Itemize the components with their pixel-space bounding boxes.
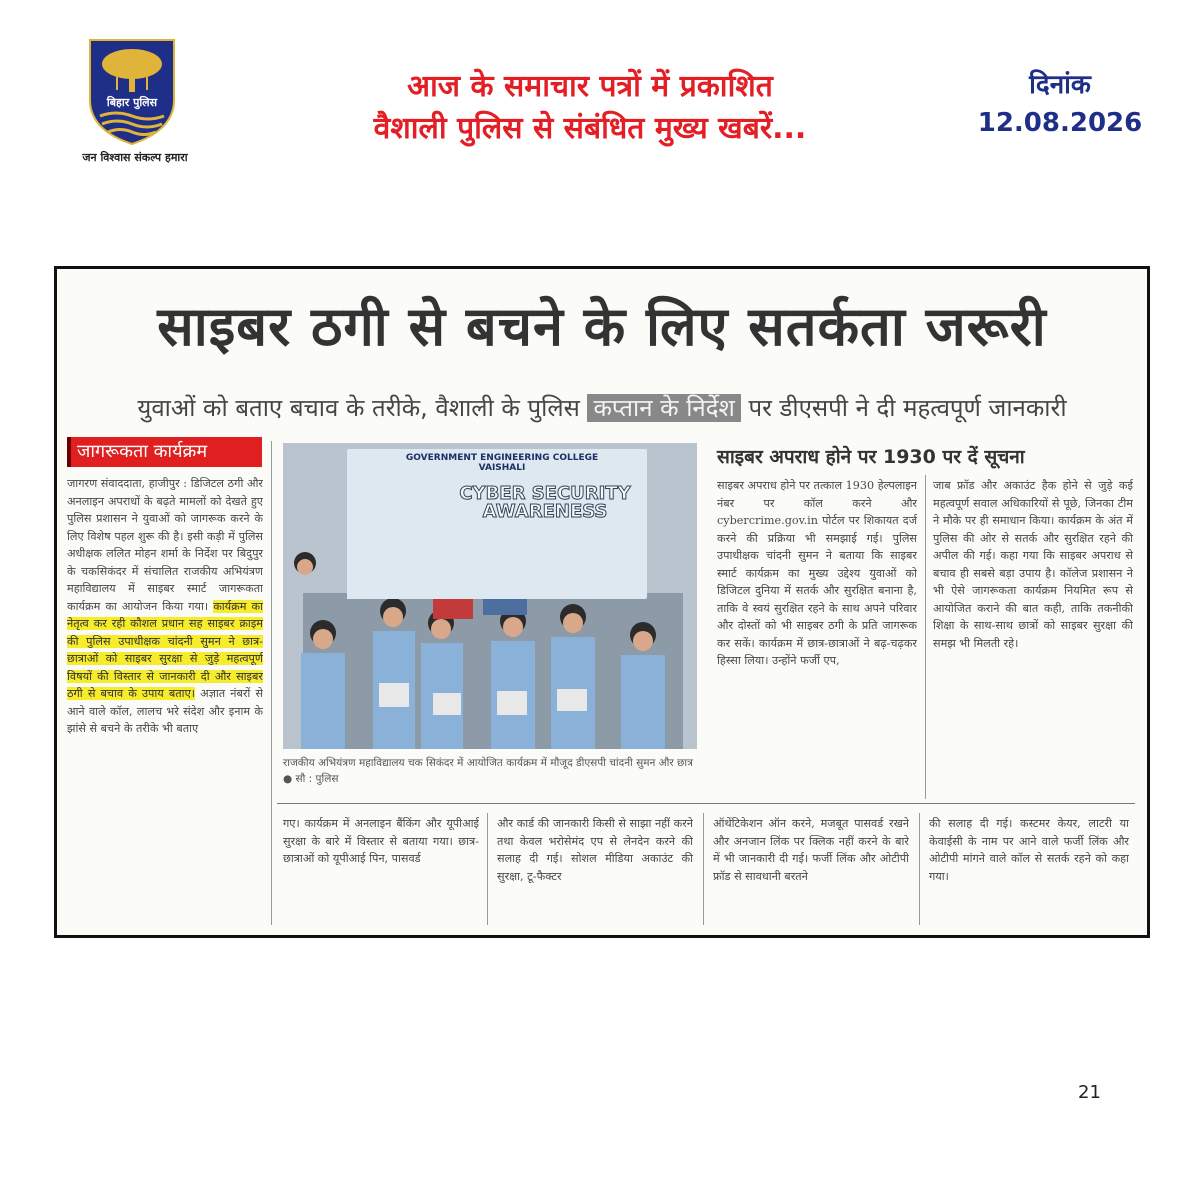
- banner-title: CYBER SECURITY AWARENESS: [459, 483, 631, 522]
- event-photo: [283, 443, 697, 749]
- column-1-text-continued: अज्ञात नंबरों से आने वाले कॉल, लालच भरे संदेश और इनाम के झांसे से बचने के तरीके भी बताए: [67, 687, 263, 735]
- column-1-text: जागरण संवाददाता, हाजीपुर : डिजिटल ठगी और अनलाइन अपराधों के बढ़ते मामलों को देखते हुए पुलिस प्रशासन ने युवाओं को जागरूक करने के लिए विशेष पहल शुरू की है। इसी कड़ी में पुलिस अधीक्षक ललित मोहन शर्मा के निर्देश पर बिदुपुर के चकसिकंदर में संचालित राजकीय अभियंत्रण महाविद्यालय में साइबर स्मार्ट जागरूकता कार्यक्रम का आयोजन किया गया।: [67, 477, 263, 613]
- subhead-part2: पर डीएसपी ने दी महत्वपूर्ण जानकारी: [748, 394, 1067, 422]
- newspaper-clipping: [54, 266, 1150, 938]
- section-tag: जागरूकता कार्यक्रम: [67, 437, 262, 467]
- right-subheading: साइबर अपराध होने पर 1930 पर दें सूचना: [717, 446, 1025, 468]
- horizontal-rule: [277, 803, 1135, 804]
- logo-text: बिहार पुलिस: [106, 96, 158, 109]
- police-shield-emblem: [86, 38, 178, 146]
- column-divider: [919, 813, 920, 925]
- bottom-column-2: और कार्ड की जानकारी किसी से साझा नहीं करने तथा केवल भरोसेमंद एप से लेनदेन करने की सलाह दी गई। सोशल मीडिया अकाउंट की सुरक्षा, टू-फैक्टर: [497, 817, 693, 883]
- column-divider: [271, 441, 272, 925]
- column-divider: [925, 475, 926, 799]
- logo-motto: जन विश्वास संकल्प हमारा: [82, 151, 188, 164]
- photo-caption: राजकीय अभियंत्रण महाविद्यालय चक सिकंदर में आयोजित कार्यक्रम में मौजूद डीएसपी चांदनी सुमन और छात्र ● सौ : पुलिस: [283, 757, 693, 785]
- column-divider: [487, 813, 488, 925]
- article-column-1: [67, 475, 263, 923]
- date-block: [960, 66, 1160, 142]
- column-divider: [703, 813, 704, 925]
- article-column-3: साइबर अपराध होने पर तत्काल 1930 हेल्पलाइन नंबर पर कॉल करने और cybercrime.gov.in पोर्टल पर शिकायत दर्ज करने की प्रक्रिया भी समझाई गई। पुलिस उपाधीक्षक चांदनी सुमन ने बताया कि साइबर स्मार्ट कार्यक्रम का मुख्य उद्देश्य युवाओं को डिजिटल दुनिया में सतर्क और सुरक्षित बनाना है, ताकि वे स्वयं सुरक्षित रहने के साथ अपने परिवार और दोस्तों को भी साइबर ठगी के प्रति जागरूक कर सकें। कार्यक्रम में छात्र-छात्राओं ने बढ़-चढ़कर हिस्सा लिया। उन्होंने फर्जी एप,: [717, 479, 917, 667]
- page-title: [250, 66, 930, 150]
- bihar-police-logo: [80, 38, 190, 168]
- bottom-column-3: ऑथेंटिकेशन ऑन करने, मजबूत पासवर्ड रखने और अनजान लिंक पर क्लिक नहीं करने के बारे में भी जानकारी दी गई। फर्जी लिंक और ओटीपी फ्रॉड से सावधानी बरतने: [713, 817, 909, 883]
- bottom-column-4: की सलाह दी गई। कस्टमर केयर, लाटरी या केवाईसी के नाम पर आने वाले फर्जी लिंक और ओटीपी मांगने वाले कॉल से सतर्क रहने को कहा गया।: [929, 817, 1129, 883]
- page-title-line1: आज के समाचार पत्रों में प्रकाशित: [407, 69, 773, 104]
- page-number: 21: [1078, 1082, 1101, 1103]
- highlighted-text: कार्यक्रम का नेतृत्व कर रही कौशल प्रधान सह साइबर क्राइम की पुलिस उपाधीक्षक चांदनी सुमन ने छात्र-छात्राओं को साइबर सुरक्षा से जुड़े महत्वपूर्ण विषयों की विस्तार से जानकारी दी और साइबर ठगी से बचाव के उपाय बताए।: [67, 599, 263, 700]
- clipping-headline: साइबर ठगी से बचने के लिए सतर्कता जरूरी: [157, 294, 1047, 358]
- event-banner: [347, 449, 647, 599]
- subhead-part1: युवाओं को बताए बचाव के तरीके, वैशाली के पुलिस: [137, 394, 580, 422]
- page-title-line2: वैशाली पुलिस से संबंधित मुख्य खबरें...: [373, 111, 807, 146]
- banner-college-name: GOVERNMENT ENGINEERING COLLEGE VAISHALI: [405, 453, 599, 473]
- article-column-4: जाब फ्रॉड और अकाउंट हैक होने से जुड़े कई महत्वपूर्ण सवाल अधिकारियों से पूछे, जिनका टीम ने मौके पर ही समाधान किया। कार्यक्रम के अंत में पुलिस की ओर से सतर्क और सुरक्षित रहने की अपील की गई। कहा गया कि साइबर अपराध से बचाव ही सबसे बड़ा उपाय है। कॉलेज प्रशासन ने भी ऐसे जागरूकता कार्यक्रम नियमित रूप से आयोजित कराने की बात कही, ताकि तकनीकी शिक्षा के साथ-साथ छात्रों को साइबर सुरक्षा की समझ भी मिलती रहे।: [933, 479, 1133, 650]
- date-value: 12.08.2026: [977, 108, 1143, 138]
- subhead-boxed: कप्तान के निर्देश: [587, 394, 740, 422]
- clipping-subhead: [57, 391, 1147, 424]
- date-label: दिनांक: [1029, 70, 1091, 100]
- bottom-column-1: गए। कार्यक्रम में अनलाइन बैंकिंग और यूपीआई सुरक्षा के बारे में विस्तार से बताया गया। छात्र-छात्राओं को यूपीआई पिन, पासवर्ड: [283, 817, 479, 865]
